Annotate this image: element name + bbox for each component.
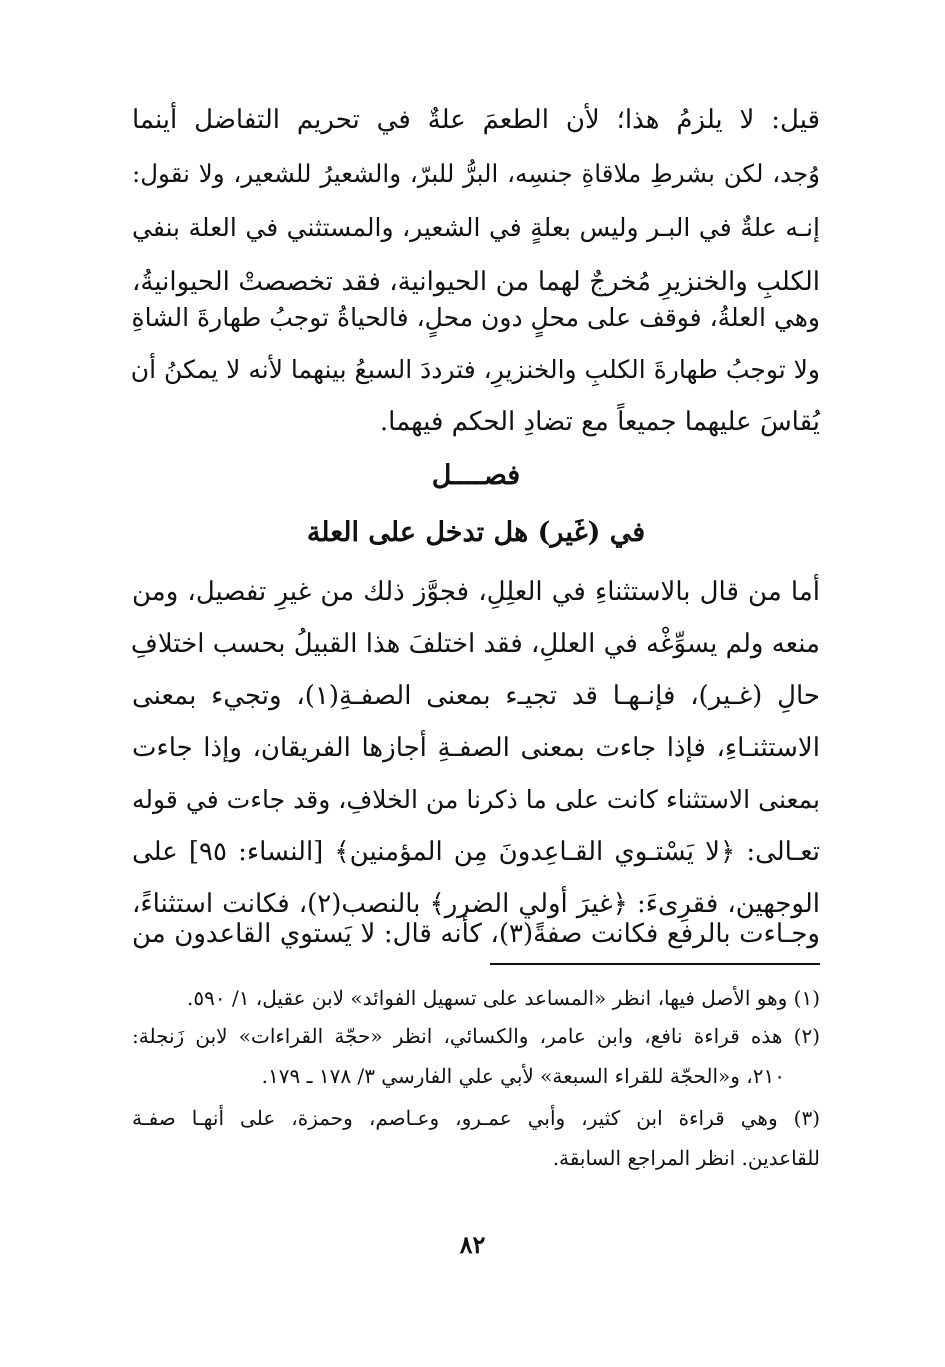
paragraph-line: الاستثنـاءِ، فإذا جاءت بمعنى الصفـةِ أجازها الفريقان، وإذا جاءت: [132, 733, 820, 763]
footnote: (١) وهو الأصل فيها، انظر «المساعد على تسهيل الفوائد» لابن عقيل، ١/ ٥٩٠.: [187, 986, 820, 1010]
paragraph-line: ولا توجبُ طهارةَ الكلبِ والخنزيرِ، فترددَ السبعُ بينهما لأنه لا يمكنُ أن: [130, 355, 820, 384]
paragraph-line: وهي العلةُ، فوقف على محلٍ دون محلٍ، فالحياةُ توجبُ طهارةَ الشاةِ: [131, 303, 820, 332]
footnote-separator: [490, 963, 820, 965]
paragraph-line: وجـاءت بالرفع فكانت صفةً(٣)، كأنه قال: لا يَستوي القاعدون من: [132, 919, 820, 949]
paragraph-line: وُجد، لكن بشرطِ ملاقاةِ جنسِه، البرُّ للبرّ، والشعيرُ للشعير، ولا نقول:: [132, 159, 820, 188]
paragraph-line: حالِ (غـير)، فإنـهـا قد تجيـء بمعنى الصفـةِ(١)، وتجيء بمعنى: [132, 681, 820, 711]
footnote-continuation: للقاعدين. انظر المراجع السابقة.: [552, 1146, 820, 1170]
paragraph-line: الوجهين، فقرِىءَ: ﴿غيرَ أولي الضرر﴾ بالنصب(٢)، فكانت استثناءً،: [132, 889, 820, 919]
page-number: ٨٢: [459, 1230, 486, 1259]
footnote: (٣) وهي قراءة ابن كثير، وأبي عمـرو، وعـاصم، وحمزة، على أنهـا صفـة: [132, 1106, 820, 1130]
paragraph-line: بمعنى الاستثناء كانت على ما ذكرنا من الخلافِ، وقد جاءت في قوله: [132, 785, 820, 814]
section-subtitle: في (غَير) هل تدخل على العلة: [306, 517, 646, 548]
paragraph-line: إنـه علةٌ في البـر وليس بعلةٍ في الشعير، والمستثني في العلة بنفي: [132, 213, 820, 242]
paragraph-line: أما من قال بالاستثناءِ في العلِلِ، فجوَّز ذلك من غيرِ تفصيل، ومن: [132, 577, 820, 607]
footnote-continuation: ٢١٠، و«الحجّة للقراء السبعة» لأبي علي الفارسي ٣/ ١٧٨ ـ ١٧٩.: [261, 1064, 785, 1088]
paragraph-line: الكلبِ والخنزيرِ مُخرجٌ لهما من الحيوانية، فقد تخصصتْ الحيوانيةُ،: [132, 267, 820, 297]
paragraph-line: منعه ولم يسوِّغْه في العللِ، فقد اختلفَ هذا القبيلُ بحسب اختلافِ: [130, 629, 820, 659]
paragraph-line: يُقاسَ عليهما جميعاً مع تضادِ الحكم فيهما.: [379, 407, 820, 437]
paragraph-line: تعـالى: ﴿لا يَسْتـوي القـاعِدونَ مِن المؤمنين﴾ [النساء: ٩٥] على: [132, 837, 820, 867]
paragraph-line: قيل: لا يلزمُ هذا؛ لأن الطعمَ علةٌ في تحريم التفاضل أينما: [132, 105, 820, 135]
footnote: (٢) هذه قراءة نافع، وابن عامر، والكسائي، انظر «حجّة القراءات» لابن زَنجلة:: [132, 1024, 820, 1048]
section-title: فصــــل: [431, 460, 521, 491]
